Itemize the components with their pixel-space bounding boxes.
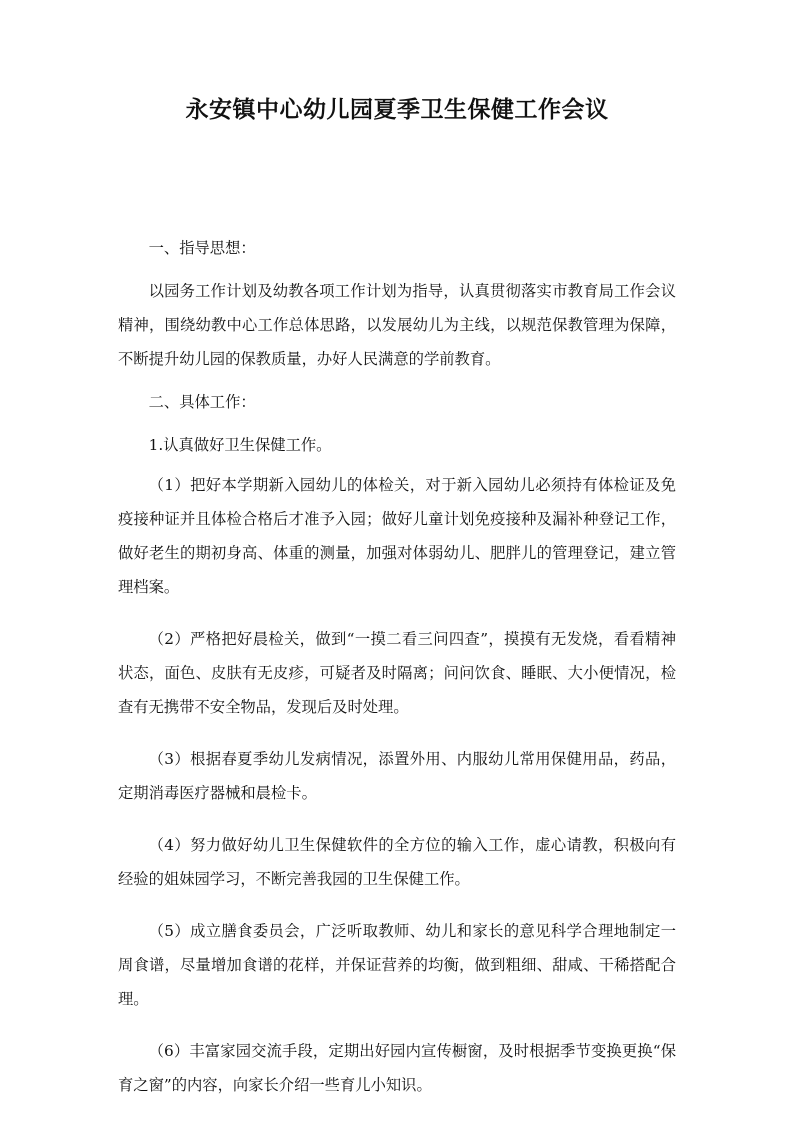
document-title: 永安镇中心幼儿园夏季卫生保健工作会议 [185,97,609,123]
guiding-ideology-paragraph: 以园务工作计划及幼教各项工作计划为指导，认真贯彻落实市教育局工作会议精神，围绕幼教中心工作总体思路，以发展幼儿为主线，以规范保教管理为保障，不断提升幼儿园的保教质量，办好人民满意的学前教育。 [118,282,676,368]
document-body [118,231,676,1102]
section-heading-guiding-ideology: 一、指导思想： [148,239,256,257]
work-item-2: （2）严格把好晨检关，做到“一摸二看三问四查”，摸摸有无发烧，看看精神状态，面色、皮肤有无皮疹，可疑者及时隔离；问问饮食、睡眠、大小便情况，检查有无携带不安全物品，发现后及时处理。 [118,630,676,716]
work-item-5: （5）成立膳食委员会，广泛听取教师、幼儿和家长的意见科学合理地制定一周食谱，尽量增加食谱的花样，并保证营养的均衡，做到粗细、甜咸、干稀搭配合理。 [118,922,676,1008]
work-item-4: （4）努力做好幼儿卫生保健软件的全方位的输入工作，虚心请教，积极向有经验的姐妹园学习，不断完善我园的卫生保健工作。 [118,836,676,888]
section-heading-specific-work: 二、具体工作： [148,393,256,411]
work-item-1: （1）把好本学期新入园幼儿的体检关，对于新入园幼儿必须持有体检证及免疫接种证并且体检合格后才准予入园；做好儿童计划免疫接种及漏补种登记工作，做好老生的期初身高、体重的测量，加强对体弱幼儿、肥胖儿的管理登记，建立管理档案。 [118,476,676,596]
work-item-6: （6）丰富家园交流手段，定期出好园内宣传橱窗，及时根据季节变换更换“保育之窗”的内容，向家长介绍一些育儿小知识。 [118,1042,676,1094]
work-item-3: （3）根据春夏季幼儿发病情况，添置外用、内服幼儿常用保健用品，药品，定期消毒医疗器械和晨检卡。 [118,750,676,802]
item-heading-health-care: 1.认真做好卫生保健工作。 [148,436,332,454]
